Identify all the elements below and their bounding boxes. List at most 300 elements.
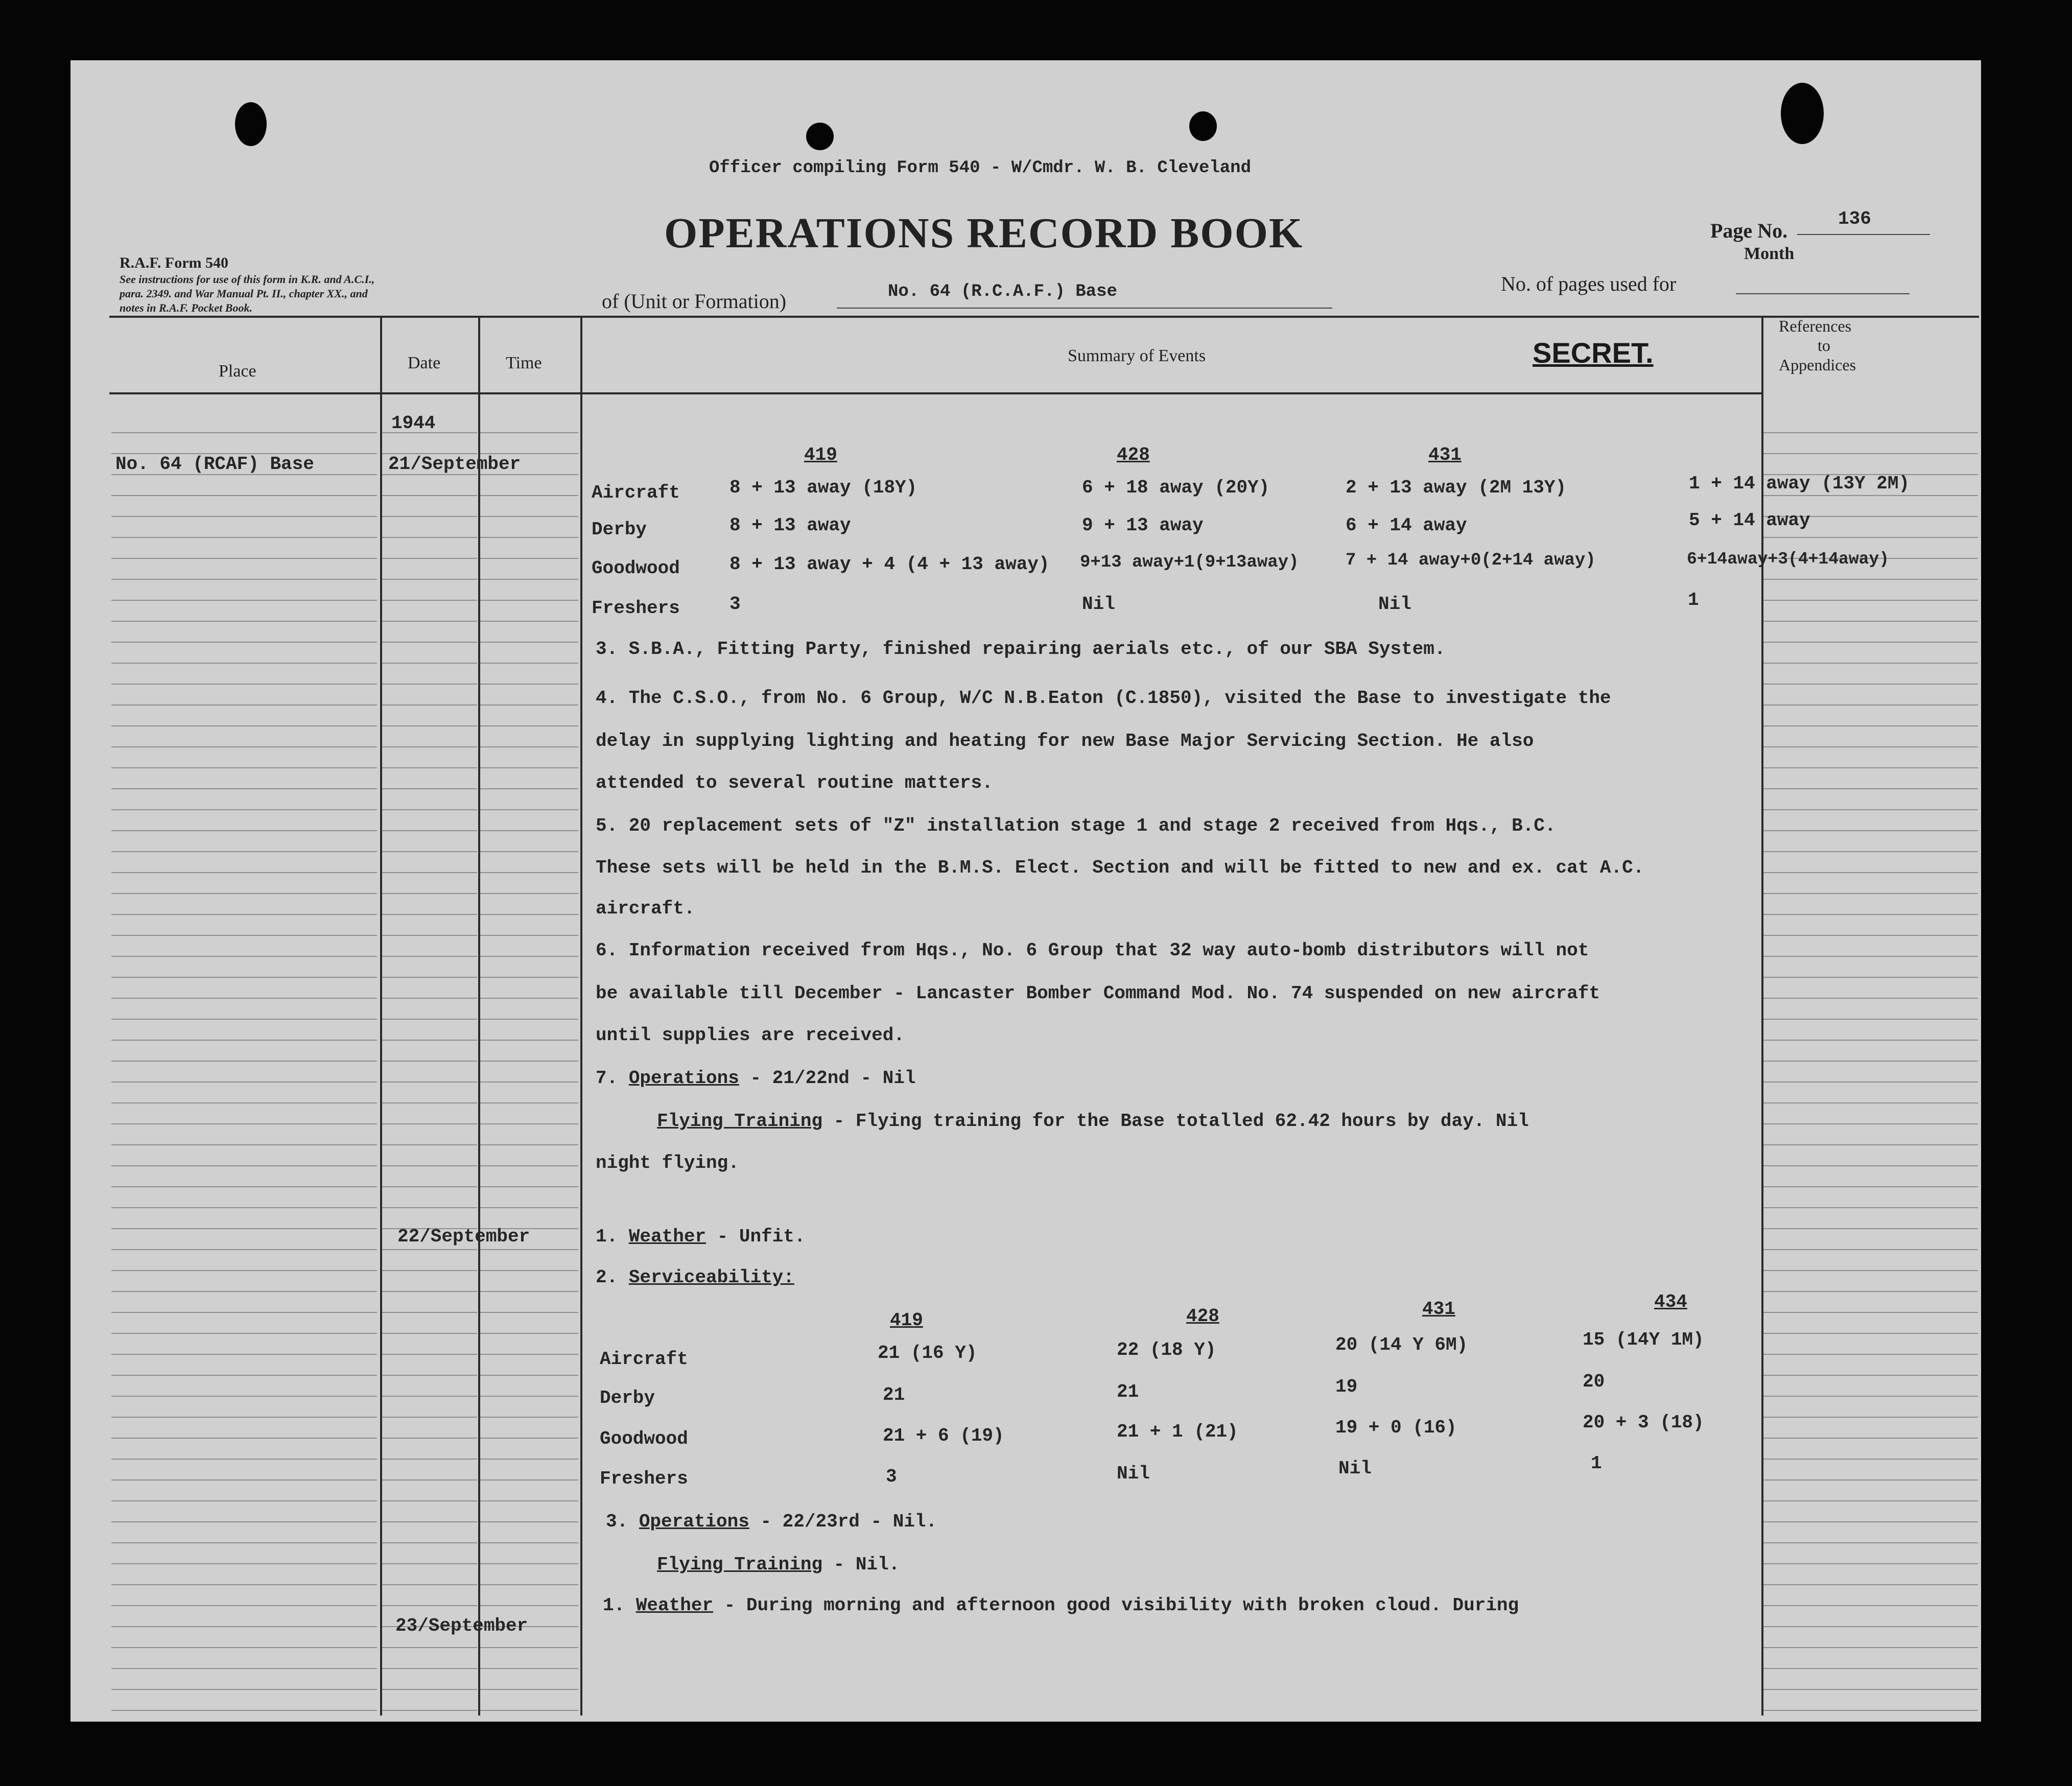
ruled-line [382,935,477,936]
ruled-line [111,516,377,517]
paragraph: 3. S.B.A., Fitting Party, finished repairing aerials etc., of our SBA System. [596,639,1446,660]
ruled-line [111,1542,377,1543]
ruled-line [382,558,477,559]
ruled-line [480,1584,578,1585]
ruled-line [480,1417,578,1418]
paragraph: 5. 20 replacement sets of "Z" installation stage 1 and stage 2 received from Hqs., B.C. [596,815,1556,836]
ruled-line [382,725,477,726]
ruled-line [1763,432,1978,433]
item-number: 3. [606,1511,628,1532]
flying-training-text: - Nil. [822,1554,900,1575]
ruled-line [1763,1500,1978,1501]
ruled-line [1763,767,1978,768]
ruled-line [480,1542,578,1543]
ruled-line [1763,1521,1978,1522]
paragraph: delay in supplying lighting and heating for new Base Major Servicing Section. He also [596,731,1534,751]
ruled-line [111,977,377,978]
row-label: Derby [592,519,647,540]
ruled-line [111,998,377,999]
ruled-line [382,1082,477,1083]
ruled-line [111,809,377,810]
ruled-line [382,516,477,517]
ruled-line [480,684,578,685]
ruled-line [1763,663,1978,664]
ruled-line [1763,621,1978,622]
squadron-header: 431 [1422,1299,1455,1320]
ruled-line [1763,1040,1978,1041]
ruled-line [111,1165,377,1166]
ruled-line [382,663,477,664]
ruled-line [480,1396,578,1397]
operations-heading: Operations [628,1068,739,1089]
ruled-line [1763,1249,1978,1250]
ruled-line [1763,1647,1978,1648]
ruled-line [111,830,377,831]
pages-used-label: No. of pages used for [1501,272,1677,295]
date-21-september: 21/September [388,454,521,475]
ruled-line [1763,1459,1978,1460]
unit-label: of (Unit or Formation) [602,290,787,313]
ruled-line [382,809,477,810]
operations-text: - 21/22nd - Nil [739,1068,916,1089]
cell: 1 [1591,1453,1602,1474]
ruled-line [1763,1417,1978,1418]
ruled-line [111,1668,377,1669]
paragraph: 6. Information received from Hqs., No. 6 Group that 32 way auto-bomb distributors will not [596,940,1589,961]
ruled-line [480,1500,578,1501]
ruled-line [480,1123,578,1124]
ruled-line [480,1249,578,1250]
squadron-header: 419 [804,444,837,465]
ruled-line [111,1019,377,1020]
ruled-line [382,1144,477,1145]
flying-training-text: - Flying training for the Base totalled 62.42 hours by day. Nil [822,1111,1529,1132]
ruled-line [480,1438,578,1439]
operations-heading: Operations [639,1511,749,1532]
squadron-header: 419 [890,1310,923,1331]
unit-value: No. 64 (R.C.A.F.) Base [888,282,1117,301]
ruled-line [480,872,578,873]
date-23-september: 23/September [395,1615,528,1636]
ruled-line [382,1375,477,1376]
ruled-line [111,1626,377,1627]
cell: 21 [883,1384,905,1405]
flying-training-heading: Flying Training [657,1111,823,1132]
ruled-line [382,1165,477,1166]
cell: 21 + 6 (19) [883,1425,1004,1446]
squadron-header: 431 [1428,444,1462,465]
ruled-line [1763,935,1978,936]
ruled-line [480,1333,578,1334]
ruled-line [480,1647,578,1648]
ruled-line [480,600,578,601]
cell: 3 [886,1466,897,1487]
ruled-line [111,558,377,559]
ruled-line [382,1207,477,1208]
row-label: Aircraft [600,1349,688,1370]
cell: 3 [729,594,741,615]
ruled-line [111,600,377,601]
ruled-line [1763,788,1978,789]
ruled-line [382,998,477,999]
form-sheet [70,60,1981,1722]
ruled-line [480,1521,578,1522]
ruled-line [1763,872,1978,873]
ruled-line [480,1061,578,1062]
ruled-line [480,788,578,789]
cell: 2 + 13 away (2M 13Y) [1346,477,1567,498]
ruled-line [1763,495,1978,496]
ruled-line [382,684,477,685]
ruled-line [382,1584,477,1585]
ruled-line [111,663,377,664]
ruled-line [1763,1291,1978,1292]
page-no-value: 136 [1838,208,1871,229]
ruled-line [1763,1668,1978,1669]
ruled-line [480,537,578,538]
ruled-line [382,1186,477,1187]
page-no-label: Page No. [1710,219,1788,242]
date-col-divider [478,316,480,1716]
ruled-line [382,1102,477,1103]
ruled-line [111,1521,377,1522]
ruled-line [111,1207,377,1208]
ruled-line [1763,998,1978,999]
ruled-line [480,809,578,810]
ruled-line [480,746,578,747]
cell: 20 (14 Y 6M) [1335,1334,1468,1355]
ruled-line [382,746,477,747]
ruled-line [1763,1396,1978,1397]
ruled-line [111,1061,377,1062]
ruled-line [1763,579,1978,580]
unit-underline [837,308,1332,309]
ruled-line [111,1500,377,1501]
ruled-line [480,558,578,559]
ruled-line [480,725,578,726]
ruled-line [382,537,477,538]
serviceability-heading: Serviceability: [628,1267,794,1288]
ruled-line [480,1354,578,1355]
ruled-line [111,1082,377,1083]
ruled-line [1763,746,1978,747]
ruled-line [1763,1061,1978,1062]
ruled-line [1763,1479,1978,1481]
operations-line [596,1068,916,1089]
squadron-header: 434 [1654,1291,1687,1312]
ruled-line [382,1668,477,1669]
ruled-line [111,1123,377,1124]
cell: 8 + 13 away [729,515,851,536]
ruled-line [111,935,377,936]
ruled-line [111,579,377,580]
cell: 5 + 14 away [1689,510,1810,531]
ruled-line [480,1563,578,1564]
ruled-line [480,977,578,978]
ruled-line [111,788,377,789]
cell: Nil [1117,1463,1150,1484]
cell: Nil [1338,1458,1372,1479]
ruled-line [382,579,477,580]
ruled-line [382,621,477,622]
ruled-line [111,872,377,873]
ruled-line [111,1333,377,1334]
ruled-line [382,1333,477,1334]
summary-header: Summary of Events [1068,346,1206,365]
ruled-line [1763,1082,1978,1083]
row-label: Freshers [600,1468,688,1489]
serviceability-line [596,1267,794,1288]
ruled-line [1763,725,1978,726]
place-header: Place [219,362,256,381]
ruled-line [111,1291,377,1292]
ruled-line [480,998,578,999]
ruled-line [480,1605,578,1606]
ruled-line [111,1417,377,1418]
row-label: Goodwood [600,1428,688,1449]
ruled-line [111,1354,377,1355]
ruled-line [480,1689,578,1690]
ruled-line [480,1668,578,1669]
ruled-line [111,1040,377,1041]
ruled-line [382,893,477,894]
ruled-line [382,1542,477,1543]
ruled-line [1763,600,1978,601]
header-bottom-border [109,392,1763,394]
ruled-line [111,1647,377,1648]
ruled-line [382,1438,477,1439]
ruled-line [382,1396,477,1397]
operations-line [606,1511,937,1532]
flying-training-line [657,1554,900,1575]
ruled-line [111,893,377,894]
ruled-line [382,1521,477,1522]
ruled-line [382,1040,477,1041]
ruled-line [480,1459,578,1460]
cell: 19 + 0 (16) [1335,1417,1457,1438]
ruled-line [382,956,477,957]
ruled-line [1763,704,1978,706]
weather-line [603,1595,1519,1616]
row-label: Derby [600,1388,655,1408]
ruled-line [480,935,578,936]
cell: 6 + 18 away (20Y) [1082,477,1270,498]
ruled-line [1763,1605,1978,1606]
row-label: Goodwood [592,558,680,579]
ruled-line [480,704,578,706]
ruled-line [480,663,578,664]
ruled-line [480,621,578,622]
ruled-line [480,1312,578,1313]
ruled-line [1763,1689,1978,1690]
ruled-line [480,1375,578,1376]
ruled-line [1763,642,1978,643]
punch-hole [1781,83,1824,144]
ruled-line [1763,1228,1978,1229]
ruled-line [480,956,578,957]
cell: 9+13 away+1(9+13away) [1080,553,1299,572]
ruled-line [111,851,377,852]
cell: 1 [1688,590,1699,610]
ruled-line [480,767,578,768]
ruled-line [1763,1375,1978,1376]
weather-heading: Weather [635,1595,714,1616]
ruled-line [382,1019,477,1020]
cell: 20 [1583,1371,1605,1392]
ruled-line [382,1500,477,1501]
cell: 8 + 13 away + 4 (4 + 13 away) [729,554,1050,575]
ruled-line [111,1710,377,1711]
year: 1944 [391,413,436,434]
ruled-line [480,1186,578,1187]
ruled-line [382,704,477,706]
form-note: para. 2349. and War Manual Pt. II., chapter XX., and [120,287,368,300]
ruled-line [382,1479,477,1481]
ruled-line [111,1563,377,1564]
ruled-line [111,746,377,747]
weather-heading: Weather [628,1226,707,1247]
ruled-line [111,1689,377,1690]
ruled-line [1763,1354,1978,1355]
ruled-line [111,1459,377,1460]
ruled-line [480,851,578,852]
punch-hole [235,102,267,146]
ruled-line [382,872,477,873]
ruled-line [1763,914,1978,915]
paragraph: until supplies are received. [596,1025,905,1046]
cell: Nil [1082,594,1115,615]
squadron-header: 428 [1186,1306,1219,1327]
ruled-line [111,914,377,915]
ruled-line [111,1479,377,1481]
ruled-line [111,1375,377,1376]
ruled-line [1763,830,1978,831]
form-note: See instructions for use of this form in K.R. and A.C.I., [120,273,375,286]
form-name: R.A.F. Form 540 [120,254,229,271]
ruled-line [1763,1207,1978,1208]
ruled-line [382,1123,477,1124]
ruled-line [480,432,578,433]
ruled-line [382,1710,477,1711]
ruled-line [1763,1019,1978,1020]
ruled-line [1763,1584,1978,1585]
ruled-line [382,1459,477,1460]
cell: 8 + 13 away (18Y) [729,477,917,498]
ruled-line [480,1207,578,1208]
ruled-line [111,1605,377,1606]
squadron-header: 428 [1117,444,1150,465]
ruled-line [111,1186,377,1187]
ruled-line [480,830,578,831]
ruled-line [382,1270,477,1271]
ruled-line [480,1040,578,1041]
ruled-line [382,1605,477,1606]
item-number: 7. [596,1068,618,1089]
date-22-september: 22/September [397,1226,530,1247]
cell: 21 [1117,1381,1139,1402]
cell: 22 (18 Y) [1117,1340,1216,1360]
ruled-line [1763,1102,1978,1103]
cell: 15 (14Y 1M) [1583,1329,1704,1350]
form-note: notes in R.A.F. Pocket Book. [120,301,252,314]
paragraph: These sets will be held in the B.M.S. Elect. Section and will be fitted to new and ex. cat A.C. [596,857,1644,878]
ruled-line [480,579,578,580]
ruled-line [111,1102,377,1103]
ruled-line [111,1312,377,1313]
ruled-line [382,977,477,978]
cell: 7 + 14 away+0(2+14 away) [1346,551,1596,570]
ruled-line [1763,453,1978,454]
ruled-line [111,704,377,706]
punch-hole [1189,111,1217,141]
ruled-line [382,1354,477,1355]
ruled-line [382,1249,477,1250]
ruled-line [382,1689,477,1690]
ruled-line [111,642,377,643]
ruled-line [111,1249,377,1250]
ruled-line [111,767,377,768]
ruled-line [1763,1144,1978,1145]
page-title: OPERATIONS RECORD BOOK [664,209,1304,257]
date-header: Date [408,354,441,372]
ruled-line [1763,1270,1978,1271]
ruled-line [480,642,578,643]
ruled-line [1763,851,1978,852]
ruled-line [111,1584,377,1585]
paragraph: night flying. [596,1153,739,1173]
ruled-line [111,432,377,433]
cell: 9 + 13 away [1082,515,1204,536]
ruled-line [382,1417,477,1418]
ruled-line [480,1479,578,1481]
flying-training-line [657,1111,1529,1132]
compiler-line: Officer compiling Form 540 - W/Cmdr. W. B. Cleveland [709,158,1251,178]
ruled-line [111,621,377,622]
ruled-line [480,914,578,915]
ruled-line [111,1270,377,1271]
ruled-line [1763,977,1978,978]
secret-stamp: SECRET. [1533,337,1654,369]
paragraph: be available till December - Lancaster Bomber Command Mod. No. 74 suspended on new aircraft [596,983,1600,1004]
ruled-line [111,1228,377,1229]
cell: 6 + 14 away [1346,515,1467,536]
ruled-line [1763,1542,1978,1543]
cell: 6+14away+3(4+14away) [1687,550,1890,569]
ruled-line [480,1165,578,1166]
cell: 1 + 14 away (13Y 2M) [1689,473,1910,494]
cell: Nil [1378,594,1411,615]
ruled-line [111,684,377,685]
ruled-line [111,1144,377,1145]
ruled-line [480,495,578,496]
place-value: No. 64 (RCAF) Base [115,454,314,475]
ruled-line [480,1144,578,1145]
ruled-line [1763,893,1978,894]
ruled-line [382,914,477,915]
ruled-line [1763,537,1978,538]
ref-header: to [1818,336,1830,355]
weather-text: - Unfit. [706,1226,806,1247]
row-label: Aircraft [592,482,680,503]
ruled-line [1763,684,1978,685]
ruled-line [382,1312,477,1313]
operations-text: - 22/23rd - Nil. [749,1511,937,1532]
ruled-line [382,600,477,601]
ruled-line [480,1291,578,1292]
ruled-line [382,642,477,643]
item-number: 1. [596,1226,618,1247]
weather-line [596,1226,806,1247]
